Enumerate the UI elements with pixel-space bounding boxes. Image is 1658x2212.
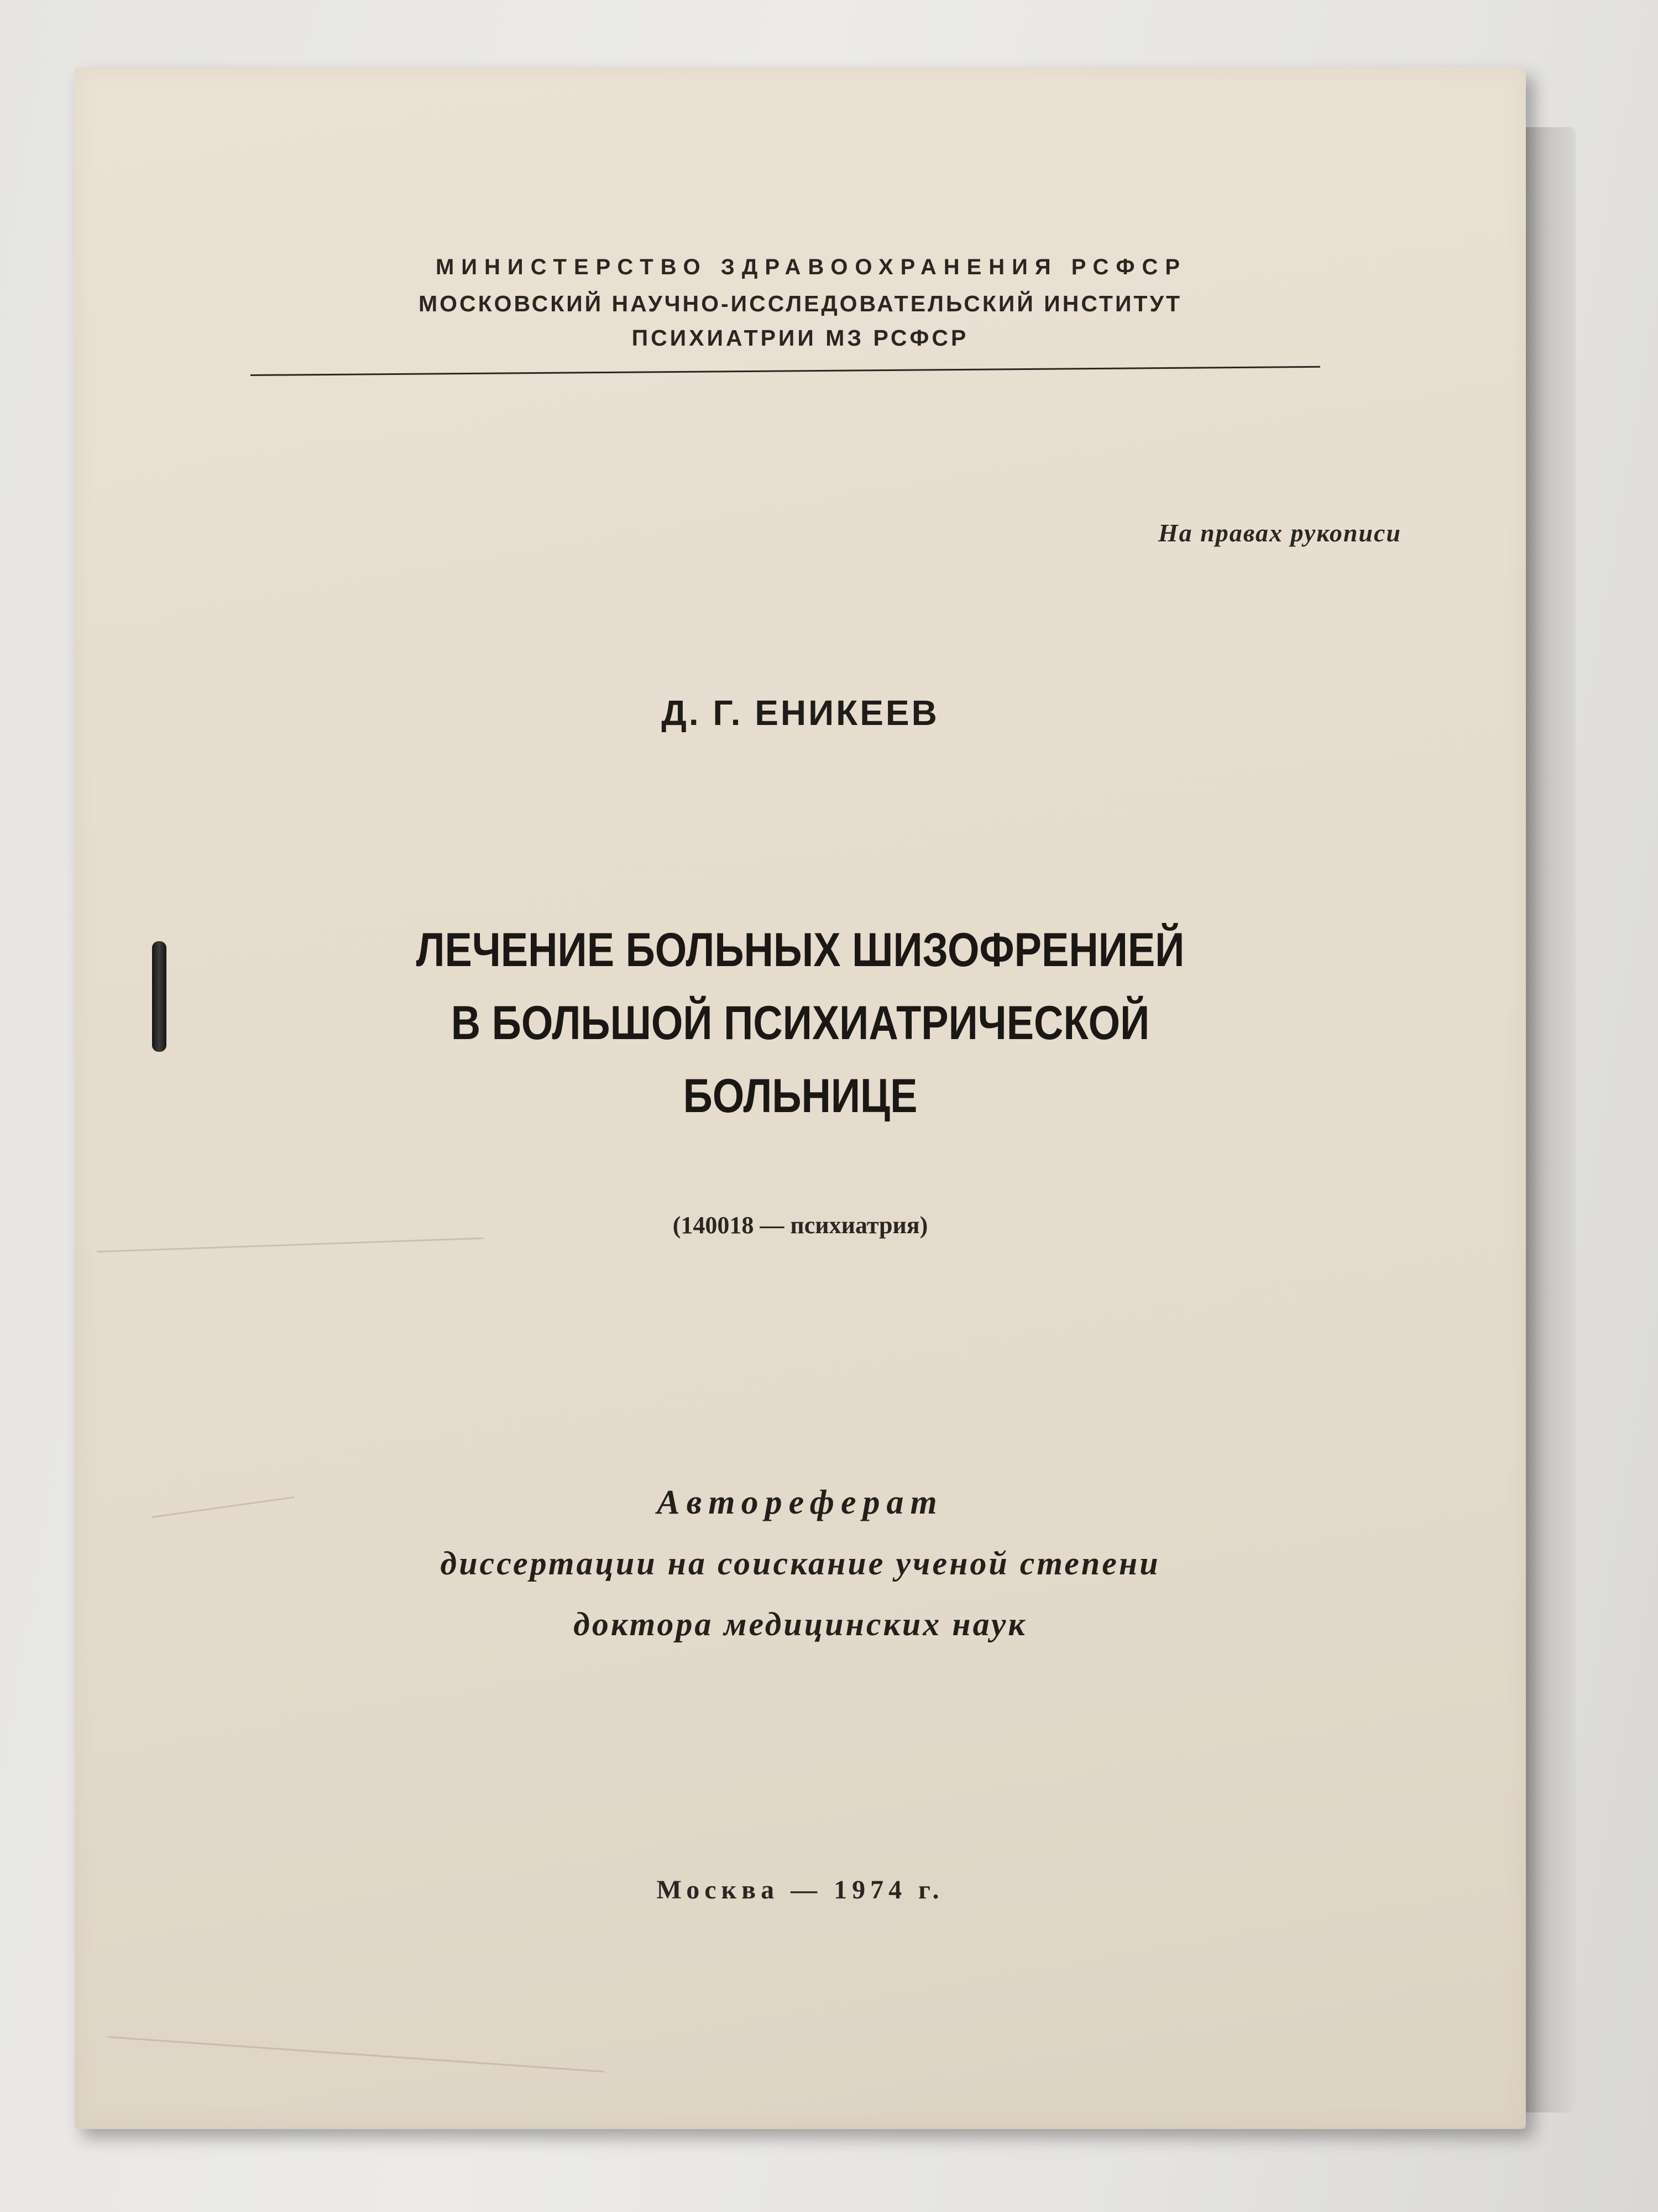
manuscript-rights-note: На правах рукописи: [1158, 519, 1401, 547]
header-divider: [250, 366, 1320, 376]
title-line-1: ЛЕЧЕНИЕ БОЛЬНЫХ ШИЗОФРЕНИЕЙ: [416, 924, 1185, 977]
abstract-line-2: доктора медицинских наук: [573, 1606, 1027, 1642]
institute-name-cont: ПСИХИАТРИИ МЗ РСФСР: [631, 325, 969, 351]
abstract-label: Автореферат: [657, 1484, 944, 1521]
abstract-description: [75, 1472, 1526, 1655]
abstract-line-1: диссертации на соискание ученой степени: [440, 1545, 1160, 1582]
ministry-name: МИНИСТЕРСТВО ЗДРАВООХРАНЕНИЯ РСФСР: [435, 255, 1188, 279]
paper-crease: [108, 2036, 604, 2073]
title-line-2: В БОЛЬШОЙ ПСИХИАТРИЧЕСКОЙ: [451, 997, 1150, 1050]
paper-crease: [97, 1238, 484, 1253]
institute-name: МОСКОВСКИЙ НАУЧНО-ИССЛЕДОВАТЕЛЬСКИЙ ИНСТИТУТ: [418, 291, 1183, 316]
author-name: Д. Г. ЕНИКЕЕВ: [661, 693, 939, 733]
booklet-cover: [75, 67, 1526, 2129]
specialty-code: (140018 — психиатрия): [672, 1212, 928, 1239]
publisher-header: [75, 250, 1526, 355]
staple: [152, 941, 166, 1052]
document-title: [176, 914, 1425, 1133]
title-line-3: БОЛЬНИЦЕ: [683, 1070, 918, 1123]
city-year: Москва — 1974 г.: [656, 1875, 944, 1905]
